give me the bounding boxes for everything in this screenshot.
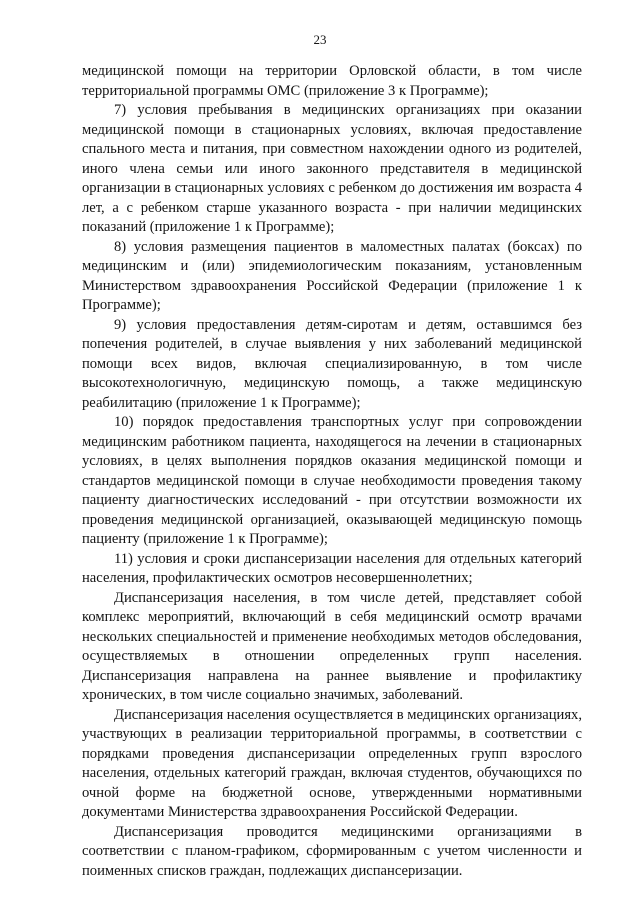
paragraph-item-11: 11) условия и сроки диспансеризации населения для отдельных категорий населения, профилактических осмотров несовершеннолетних; xyxy=(82,550,582,586)
paragraph-item-9: 9) условия предоставления детям-сиротам и детям, оставшимся без попечения родителей, в случае выявления у них заболеваний медицинской помощи всех видов, включая специализированную, в том числе высокотехнологичную, медицинскую помощь, а также медицинскую реабилитацию (приложение 1 к Программе); xyxy=(82,316,582,411)
paragraph-dispensarization-definition: Диспансеризация населения, в том числе детей, представляет собой комплекс мероприятий, включающий в себя медицинский осмотр врачами нескольких специальностей и применение необходимых методов обследования, осуществляемых в отношении определенных групп населения. Диспансеризация направлена на раннее выявление и профилактику хронических, в том числе социально значимых, заболеваний. xyxy=(82,589,582,703)
paragraph-continuation: медицинской помощи на территории Орловской области, в том числе территориальной программы ОМС (приложение 3 к Программе); xyxy=(82,63,582,99)
page-number: 23 xyxy=(313,32,327,47)
paragraph-dispensarization-organizations: Диспансеризация населения осуществляется в медицинских организациях, участвующих в реализации территориальной программы, в соответствии с порядками проведения диспансеризации определенных групп взрослого населения, отдельных категорий граждан, включая студентов, обучающихся по очной форме на бюджетной основе, утвержденными нормативными документами Министерства здравоохранения Российской Федерации. xyxy=(82,706,582,820)
paragraph-dispensarization-schedule: Диспансеризация проводится медицинскими организациями в соответствии с планом-графиком, сформированным с учетом численности и поименных списков граждан, подлежащих диспансеризации. xyxy=(82,823,582,879)
paragraph-item-8: 8) условия размещения пациентов в маломестных палатах (боксах) по медицинским и (или) эпидемиологическим показаниям, установленным Министерством здравоохранения Российской Федерации (приложение 1 к Программе); xyxy=(82,238,582,313)
document-body xyxy=(82,62,582,881)
paragraph-item-7: 7) условия пребывания в медицинских организациях при оказании медицинской помощи в стационарных условиях, включая предоставление спального места и питания, при совместном нахождении одного из родителей, иного члена семьи или иного законного представителя в медицинской организации в стационарных условиях с ребенком до достижения им возраста 4 лет, а с ребенком старше указанного возраста - при наличии медицинских показаний (приложение 1 к Программе); xyxy=(82,102,582,235)
paragraph-item-10: 10) порядок предоставления транспортных услуг при сопровождении медицинским работником пациента, находящегося на лечении в стационарных условиях, в целях выполнения порядков оказания медицинской помощи и стандартов медицинской помощи в случае необходимости проведения такому пациенту диагностических исследований - при отсутствии возможности их проведения медицинской организацией, оказывающей медицинскую помощь пациенту (приложение 1 к Программе); xyxy=(82,414,582,547)
